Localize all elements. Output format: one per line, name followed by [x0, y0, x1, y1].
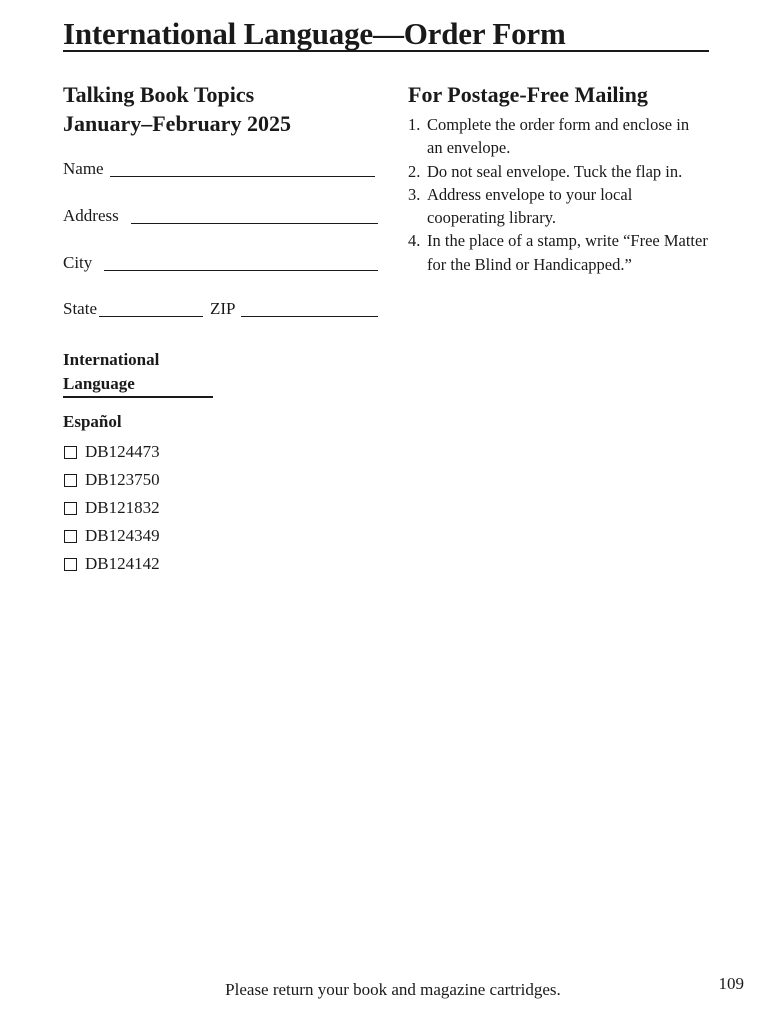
footer-note: Please return your book and magazine cartridges. — [225, 980, 561, 999]
step-number: 3. — [408, 184, 421, 204]
checkbox[interactable] — [64, 474, 77, 487]
step-text: Do not seal envelope. Tuck the flap in. — [427, 161, 683, 181]
language-heading-line1: International — [63, 350, 160, 369]
step-text: Complete the order form and enclose in an envelope. — [427, 115, 690, 158]
zip-field[interactable] — [241, 316, 378, 317]
checkbox[interactable] — [64, 502, 77, 515]
zip-label: ZIP — [210, 299, 236, 318]
address-field[interactable] — [131, 223, 378, 224]
mailing-instructions-column — [408, 80, 728, 274]
mailing-step — [408, 229, 708, 276]
book-number: DB124473 — [85, 442, 160, 461]
list-item — [63, 550, 160, 578]
name-field-row — [63, 159, 378, 179]
mailing-step — [408, 160, 708, 183]
order-form-column — [63, 80, 381, 573]
book-number: DB121832 — [85, 498, 160, 517]
city-field[interactable] — [104, 270, 378, 271]
address-field-row — [63, 206, 378, 226]
mailing-steps — [408, 113, 708, 276]
publication-title: Talking Book Topics — [63, 82, 255, 107]
book-number: DB124142 — [85, 554, 160, 573]
step-text: Address envelope to your local cooperating library. — [427, 184, 633, 228]
list-item — [63, 522, 160, 550]
mailing-step — [408, 113, 708, 160]
issue-date: January–February 2025 — [63, 111, 291, 136]
book-number: DB123750 — [85, 470, 160, 489]
step-number: 1. — [408, 115, 421, 134]
name-label: Name — [63, 159, 104, 178]
state-label: State — [63, 299, 97, 318]
list-item — [63, 494, 160, 522]
mailing-step — [408, 183, 708, 230]
list-item — [63, 466, 160, 494]
list-item — [63, 438, 160, 466]
book-list — [63, 438, 160, 578]
page-number: 109 — [718, 974, 744, 993]
city-label: City — [63, 253, 93, 272]
checkbox[interactable] — [64, 530, 77, 543]
page-title: International Language—Order Form — [63, 16, 566, 51]
page-title-container — [63, 16, 709, 52]
step-number: 4. — [408, 231, 421, 251]
checkbox[interactable] — [64, 446, 77, 459]
step-number: 2. — [408, 161, 421, 181]
language-heading — [63, 348, 213, 398]
name-field[interactable] — [110, 176, 375, 177]
address-label: Address — [63, 206, 119, 225]
city-field-row — [63, 253, 378, 273]
state-zip-field-row — [63, 299, 378, 319]
state-field[interactable] — [99, 316, 203, 317]
step-text: In the place of a stamp, write “Free Matter for the Blind or Handicapped.” — [427, 231, 708, 274]
mailing-heading: For Postage-Free Mailing — [408, 82, 648, 107]
language-heading-line2: Language — [63, 374, 135, 393]
checkbox[interactable] — [64, 558, 77, 571]
book-number: DB124349 — [85, 526, 160, 545]
language-name: Español — [63, 412, 122, 431]
